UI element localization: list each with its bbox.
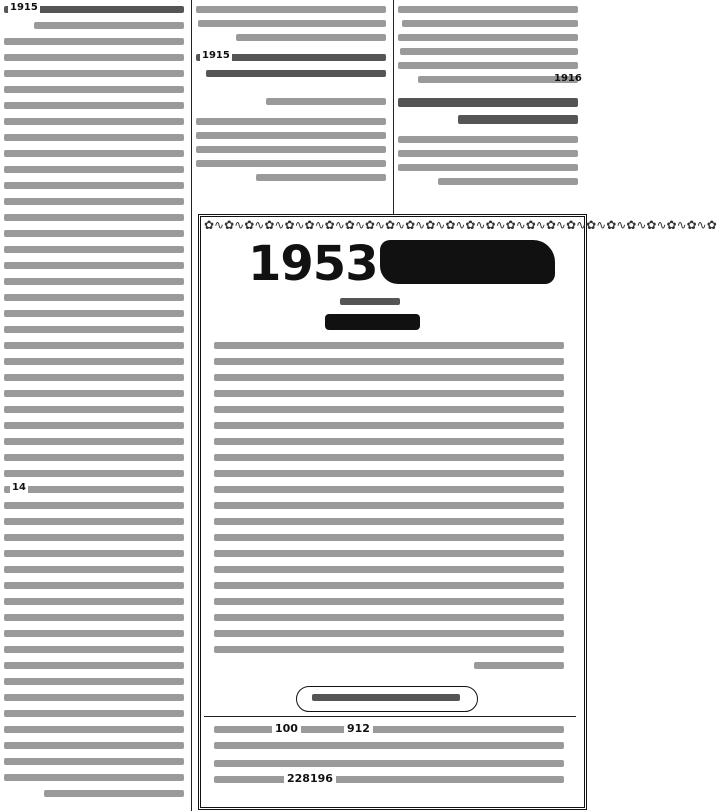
text-line [214, 342, 564, 349]
text-line [4, 454, 184, 461]
text-line [4, 38, 184, 45]
text-line [198, 20, 386, 27]
text-line [398, 98, 578, 107]
text-line [4, 118, 184, 125]
top-middle-column [196, 0, 388, 210]
text-line [4, 150, 184, 157]
text-line [214, 742, 564, 749]
ornamental-border-top: ✿∿✿∿✿∿✿∿✿∿✿∿✿∿✿∿✿∿✿∿✿∿✿∿✿∿✿∿✿∿✿∿✿∿✿∿✿∿✿∿✿∿✿∿✿∿✿∿✿∿✿ [204, 218, 717, 232]
text-line [214, 502, 564, 509]
text-line [4, 278, 184, 285]
advert-body [214, 342, 566, 682]
text-line [214, 550, 564, 557]
text-line [214, 614, 564, 621]
text-line [4, 710, 184, 717]
text-line [214, 726, 564, 733]
text-line [214, 438, 564, 445]
text-line [256, 174, 386, 181]
text-line [4, 774, 184, 781]
text-line [4, 678, 184, 685]
text-line [4, 406, 184, 413]
text-line [4, 342, 184, 349]
text-line [214, 776, 564, 783]
text-line [4, 54, 184, 61]
text-line [398, 136, 578, 143]
text-line [214, 374, 564, 381]
text-line [4, 246, 184, 253]
text-line [214, 646, 564, 653]
text-line [4, 198, 184, 205]
text-line [398, 150, 578, 157]
text-line [214, 760, 564, 767]
author-name [325, 314, 420, 330]
text-line [4, 614, 184, 621]
text-line [4, 486, 184, 493]
text-line [266, 98, 386, 105]
text-line [4, 214, 184, 221]
text-line [4, 726, 184, 733]
text-line [214, 454, 564, 461]
text-line [4, 534, 184, 541]
text-line [4, 374, 184, 381]
title-calligraphy [380, 240, 555, 284]
text-line [196, 146, 386, 153]
text-line [214, 518, 564, 525]
page-count: 912 [344, 722, 373, 735]
text-line [196, 118, 386, 125]
text-line [4, 646, 184, 653]
text-line [398, 62, 578, 69]
text-line [214, 582, 564, 589]
text-line [214, 406, 564, 413]
column-divider [191, 0, 192, 811]
text-line [4, 582, 184, 589]
text-line [214, 566, 564, 573]
text-line [214, 390, 564, 397]
text-line [196, 160, 386, 167]
text-line [236, 34, 386, 41]
text-line [474, 662, 564, 669]
text-line [4, 134, 184, 141]
text-line [4, 102, 184, 109]
text-line [398, 34, 578, 41]
text-line [402, 20, 578, 27]
text-line [4, 758, 184, 765]
text-line [400, 48, 578, 55]
text-line [4, 230, 184, 237]
text-line [214, 358, 564, 365]
text-line [4, 470, 184, 477]
text-line [214, 470, 564, 477]
text-line [4, 566, 184, 573]
text-line [214, 486, 564, 493]
text-line [44, 790, 184, 797]
left-column [4, 0, 186, 811]
text-line [4, 598, 184, 605]
text-line [4, 70, 184, 77]
reference-number: 1916 [554, 73, 582, 84]
text-line [4, 86, 184, 93]
text-line [4, 422, 184, 429]
text-line [4, 550, 184, 557]
text-line [398, 6, 578, 13]
text-line [4, 438, 184, 445]
publication-details [214, 722, 566, 802]
text-line [206, 70, 386, 77]
price: 100 [272, 722, 301, 735]
column-divider [393, 0, 394, 214]
text-line [438, 178, 578, 185]
top-right-column [398, 0, 584, 210]
text-line [196, 132, 386, 139]
text-line [4, 294, 184, 301]
phone-number: 228196 [284, 772, 336, 785]
text-line [34, 22, 184, 29]
text-line [4, 390, 184, 397]
text-line [4, 326, 184, 333]
text-line [458, 115, 578, 124]
text-line [214, 598, 564, 605]
reference-number: 14 [12, 482, 26, 493]
text-line [4, 262, 184, 269]
text-line [196, 6, 386, 13]
text-line [4, 182, 184, 189]
reference-number: 1915 [10, 2, 38, 13]
text-line [214, 422, 564, 429]
text-line [4, 310, 184, 317]
text-line [398, 164, 578, 171]
text-line [4, 518, 184, 525]
text-line [4, 694, 184, 701]
text-line [4, 630, 184, 637]
footer-divider [204, 716, 576, 717]
compiler-label [340, 298, 400, 305]
text-line [4, 502, 184, 509]
reference-number: 1915 [202, 50, 230, 61]
text-line [4, 662, 184, 669]
title-year: 1953 [248, 236, 378, 292]
text-line [4, 742, 184, 749]
text-line [4, 166, 184, 173]
call-to-action-text [312, 694, 460, 701]
text-line [4, 358, 184, 365]
text-line [214, 630, 564, 637]
text-line [214, 534, 564, 541]
